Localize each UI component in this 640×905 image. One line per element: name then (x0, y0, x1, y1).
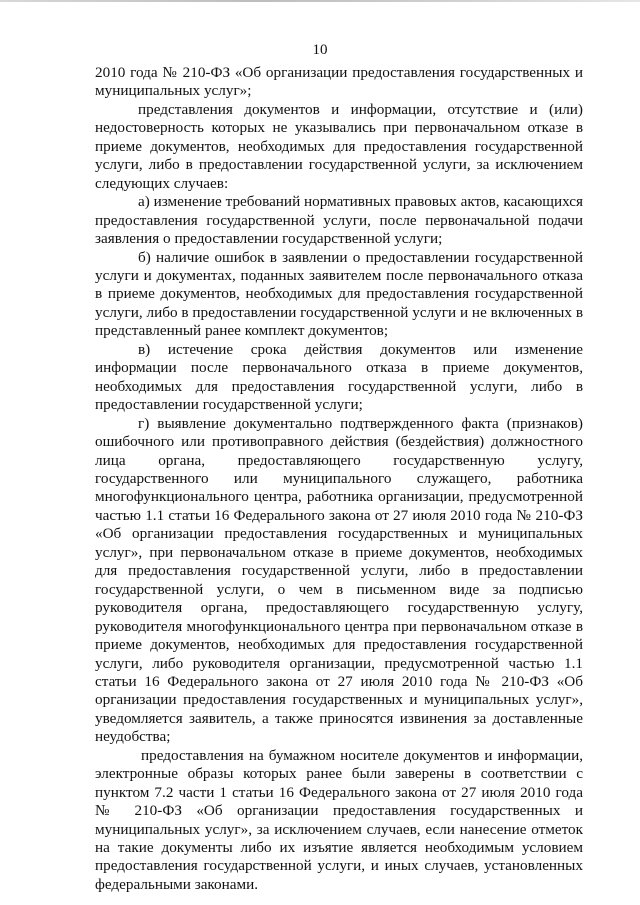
scan-top-edge (0, 0, 640, 2)
paragraph-case-v: в) истечение срока действия документов или изменение информации после первоначального отказа в приеме документов, необходимых для предоставления государственной услуги, либо в предоставлении государственной услуги; (95, 340, 583, 414)
paragraph-paper-documents: предоставления на бумажном носителе документов и информации, электронные образы которых ранее были заверены в соответствии с пунктом 7.2 части 1 статьи 16 Федерального закона от 27 июля 2010 года № 210-ФЗ «Об организации предоставления государственных и муниципальных услуг», за исключением случаев, если нанесение отметок на такие документы либо их изъятие является необходимым условием предоставления государственной услуги, и иных случаев, установленных федеральными законами. (95, 746, 583, 893)
paragraph-continuation: 2010 года № 210-ФЗ «Об организации предоставления государственных и муниципальных услуг»; (95, 64, 583, 100)
paragraph-case-b: б) наличие ошибок в заявлении о предоставлении государственной услуги и документах, поданных заявителем после первоначального отказа в приеме документов, необходимых для предоставления государственной услуги, либо в предоставлении государственной услуги и не включенных в представленный ранее комплект документов; (95, 248, 583, 340)
paragraph-case-a: а) изменение требований нормативных правовых актов, касающихся предоставления государственной услуги, после первоначальной подачи заявления о предоставлении государственной услуги; (95, 193, 583, 248)
page-number: 10 (312, 42, 328, 58)
document-body (95, 64, 583, 894)
paragraph-documents-info: представления документов и информации, отсутствие и (или) недостоверность которых не указывались при первоначальном отказе в приеме документов, необходимых для предоставления государственной услуги, либо в предоставлении государственной услуги, за исключением следующих случаев: (95, 100, 583, 192)
paragraph-case-g: г) выявление документально подтвержденного факта (признаков) ошибочного или противоправного действия (бездействия) должностного лица органа, предоставляющего государственную услугу, государственного или муниципального служащего, работника многофункционального центра, работника организации, предусмотренной частью 1.1 статьи 16 Федерального закона от 27 июля 2010 года № 210-ФЗ «Об организации предоставления государственных и муниципальных услуг», при первоначальном отказе в приеме документов, необходимых для предоставления государственной услуги, либо в предоставлении государственной услуги, о чем в письменном виде за подписью руководителя органа, предоставляющего государственную услугу, руководителя многофункционального центра при первоначальном отказе в приеме документов, необходимых для предоставления государственной услуги, либо руководителя организации, предусмотренной частью 1.1 статьи 16 Федерального закона от 27 июля 2010 года № 210-ФЗ «Об организации предоставления государственных и муниципальных услуг», уведомляется заявитель, а также приносятся извинения за доставленные неудобства; (95, 414, 583, 746)
